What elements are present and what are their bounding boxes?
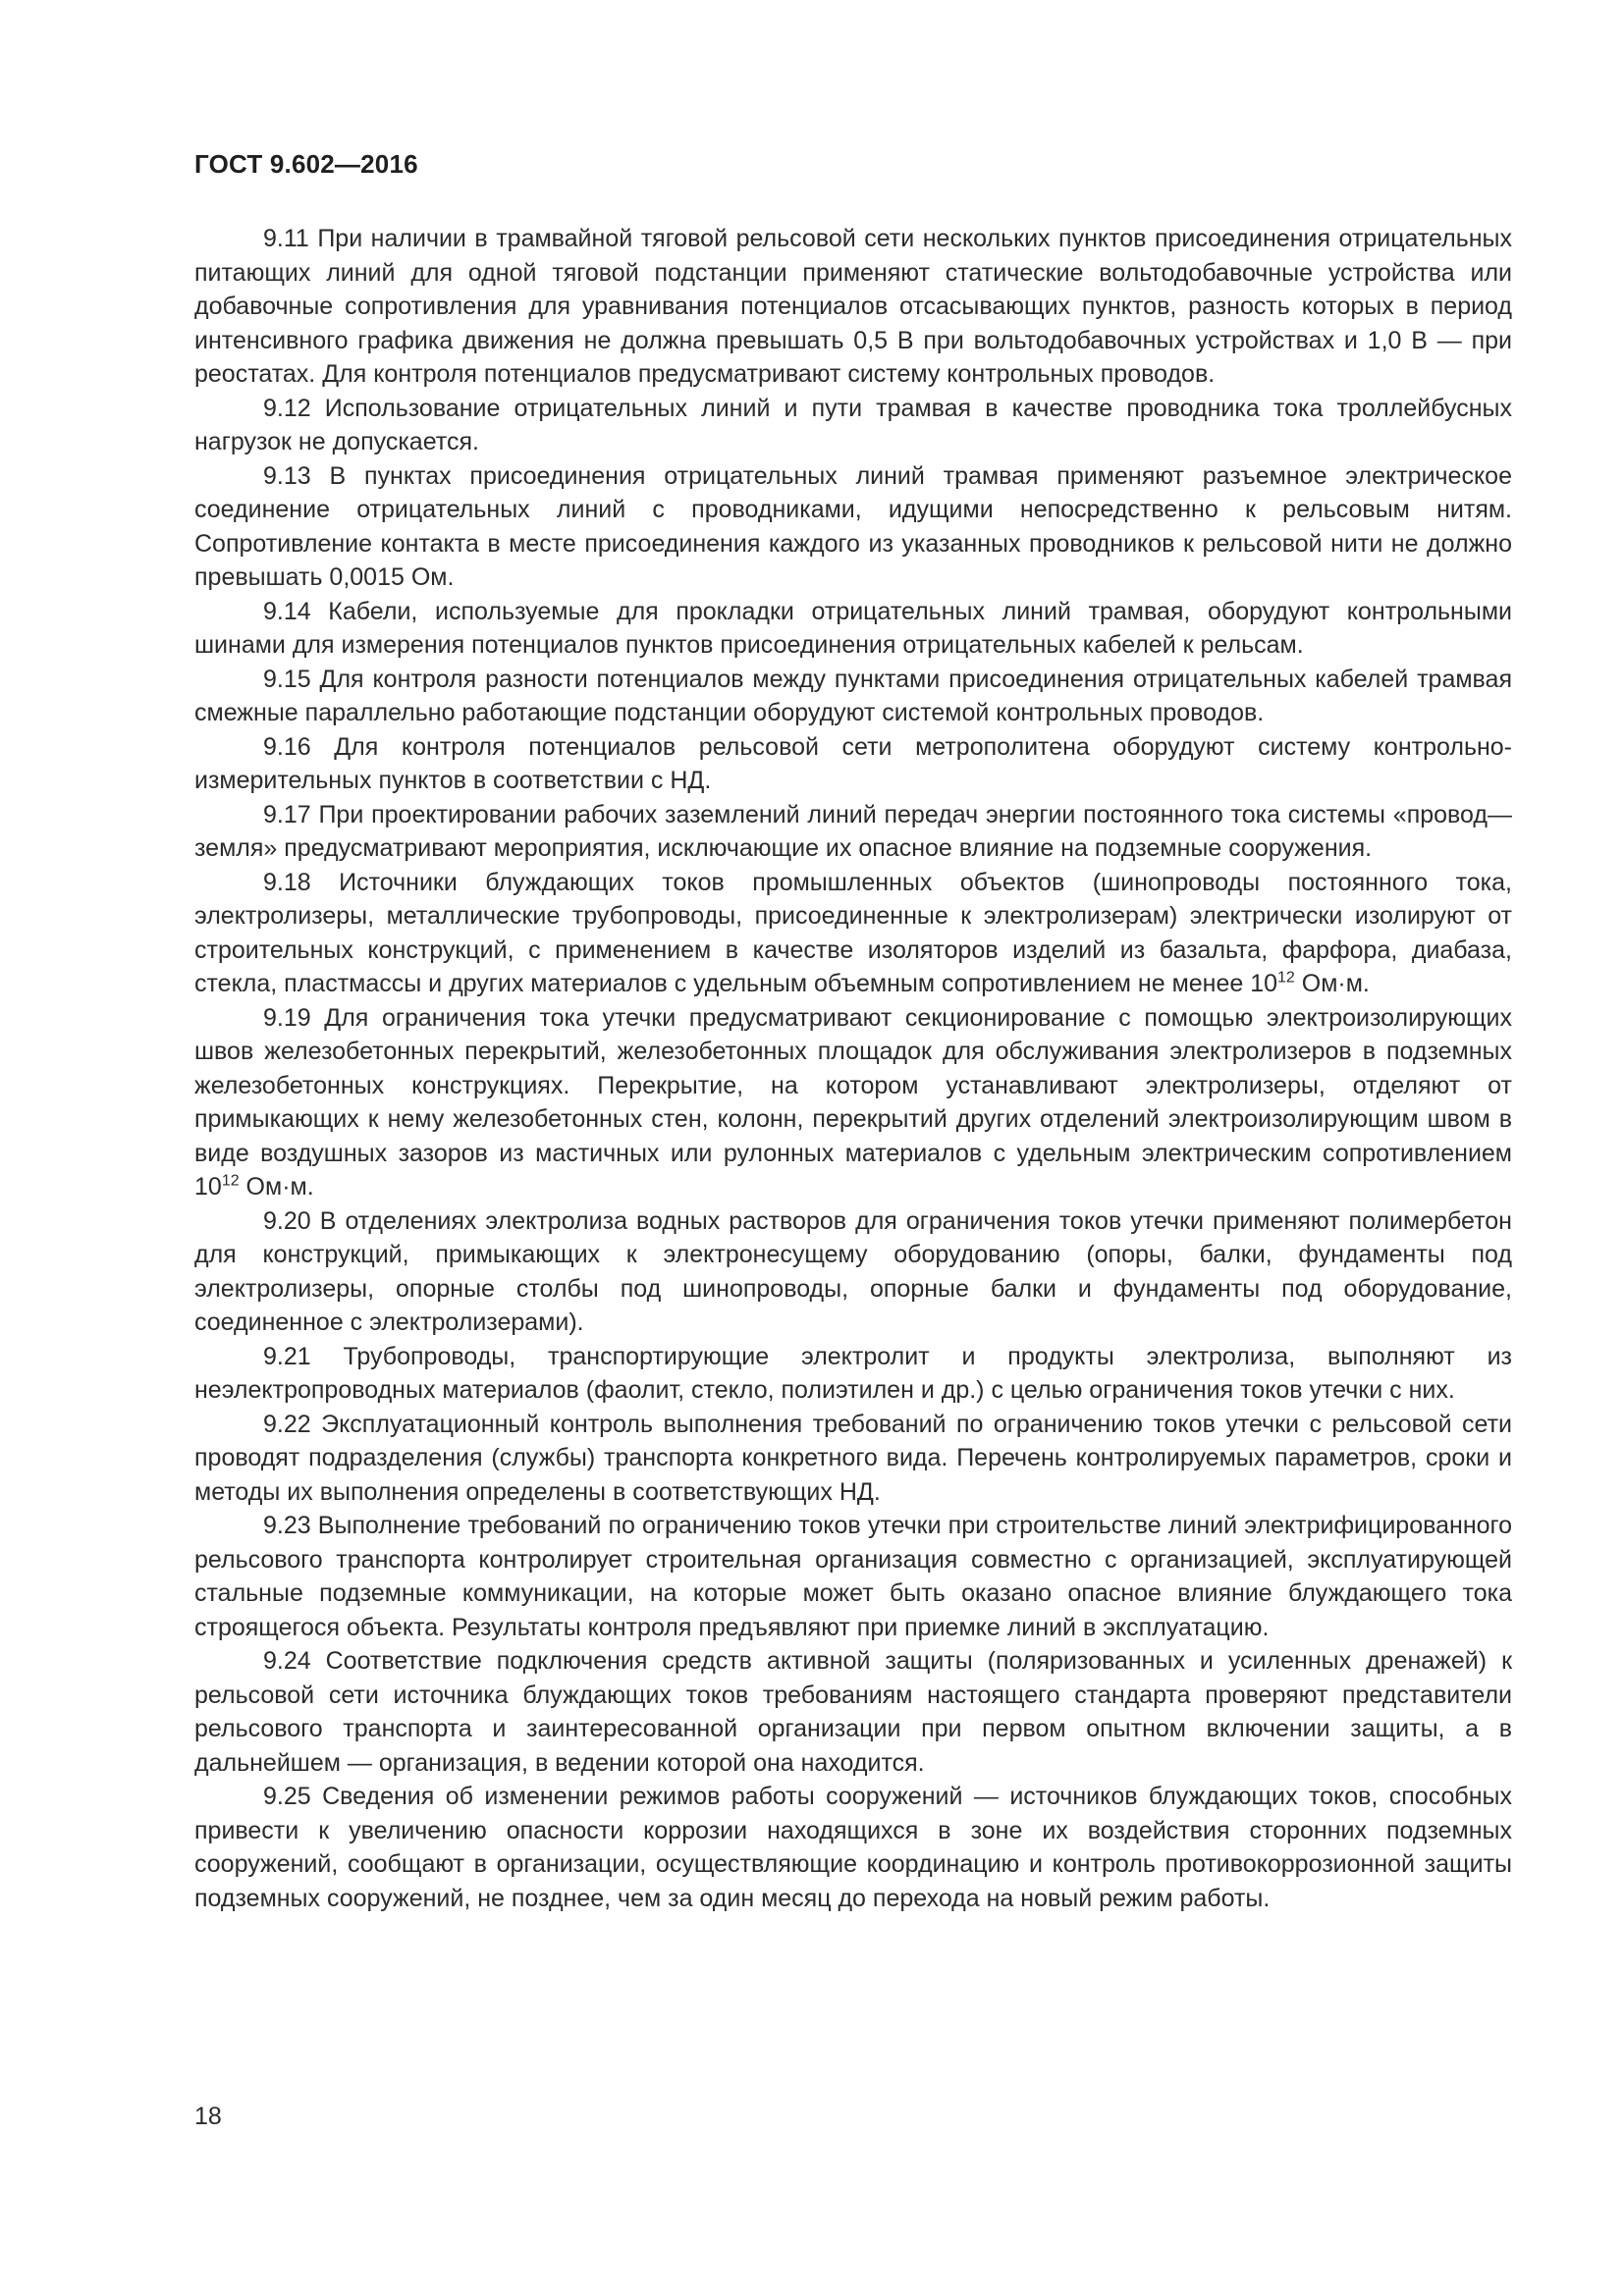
exponent-superscript: 12 [1277, 969, 1295, 987]
paragraph-9-18 [194, 866, 1512, 1001]
paragraph-9-12: 9.12 Использование отрицательных линий и пути трамвая в качестве проводника тока троллейбусных нагрузок не допускается. [194, 394, 1512, 455]
paragraph-9-15: 9.15 Для контроля разности потенциалов между пунктами присоединения отрицательных кабелей трамвая смежные параллельно работающие подстанции оборудуют системой контрольных проводов. [194, 665, 1512, 726]
document-header-title: ГОСТ 9.602—2016 [194, 149, 418, 179]
paragraph-9-18-unit: Ом·м. [1294, 970, 1370, 997]
paragraph-9-21: 9.21 Трубопроводы, транспортирующие электролит и продукты электролиза, выполняют из неэлектропроводных материалов (фаолит, стекло, полиэтилен и др.) с целью ограничения токов утечки с них. [194, 1342, 1512, 1404]
paragraph-9-19-unit: Ом·м. [239, 1173, 314, 1201]
paragraph-9-23: 9.23 Выполнение требований по ограничению токов утечки при строительстве линий электрифицированного рельсового транспорта контролирует строительная организация совместно с организацией, эксплуатирующей стальные подземные коммуникации, на которые может быть оказано опасное влияние блуждающего тока строящегося объекта. Результаты контроля предъявляют при приемке линий в эксплуатацию. [194, 1512, 1512, 1641]
paragraph-9-20: 9.20 В отделениях электролиза водных растворов для ограничения токов утечки применяют полимербетон для конструкций, примыкающих к электронесущему оборудованию (опоры, балки, фундаменты под электролизеры, опорные столбы под шинопроводы, опорные балки и фундаменты под оборудование, соединенное с электролизерами). [194, 1206, 1512, 1336]
paragraph-9-13: 9.13 В пунктах присоединения отрицательных линий трамвая применяют разъемное электрическое соединение отрицательных линий с проводниками, идущими непосредственно к рельсовым нитям. Сопротивление контакта в месте присоединения каждого из указанных проводников к рельсовой нити не должно превышать 0,0015 Ом. [194, 461, 1512, 591]
paragraph-9-25: 9.25 Сведения об изменении режимов работы сооружений — источников блуждающих токов, способных привести к увеличению опасности коррозии находящихся в зоне их воздействия сторонних подземных сооружений, сообщают в организации, осуществляющие координацию и контроль противокоррозионной защиты подземных сооружений, не позднее, чем за один месяц до перехода на новый режим работы. [194, 1783, 1512, 1912]
document-body [194, 222, 1512, 1915]
paragraph-9-24: 9.24 Соответствие подключения средств активной защиты (поляризованных и усиленных дренажей) к рельсовой сети источника блуждающих токов требованиям настоящего стандарта проверяют представители рельсового транспорта и заинтересованной организации при первом опытном включении защиты, а в дальнейшем — организация, в ведении которой она находится. [194, 1647, 1512, 1777]
page-number: 18 [194, 2103, 222, 2130]
paragraph-9-11: 9.11 При наличии в трамвайной тяговой рельсовой сети нескольких пунктов присоединения отрицательных питающих линий для одной тяговой подстанции применяют статические вольтодобавочные устройства или добавочные сопротивления для уравнивания потенциалов отсасывающих пунктов, разность которых в период интенсивного графика движения не должна превышать 0,5 В при вольтодобавочных устройствах и 1,0 В — при реостатах. Для контроля потенциалов предусматривают систему контрольных проводов. [194, 225, 1512, 388]
paragraph-9-19 [194, 1001, 1512, 1204]
paragraph-9-14: 9.14 Кабели, используемые для прокладки отрицательных линий трамвая, оборудуют контрольными шинами для измерения потенциалов пунктов присоединения отрицательных кабелей к рельсам. [194, 597, 1512, 659]
paragraph-9-18-text: 9.18 Источники блуждающих токов промышленных объектов (шинопроводы постоянного тока, электролизеры, металлические трубопроводы, присоединенные к электролизерам) электрически изолируют от строительных конструкций, с применением в качестве изоляторов изделий из базальта, фарфора, диабаза, стекла, пластмассы и других материалов с удельным объемным сопротивлением не менее 10 [194, 868, 1512, 997]
paragraph-9-16: 9.16 Для контроля потенциалов рельсовой сети метрополитена оборудуют систему контрольно-измерительных пунктов в соответствии с НД. [194, 732, 1512, 794]
exponent-superscript: 12 [221, 1172, 240, 1190]
paragraph-9-22: 9.22 Эксплуатационный контроль выполнения требований по ограничению токов утечки с рельсовой сети проводят подразделения (службы) транспорта конкретного вида. Перечень контролируемых параметров, сроки и методы их выполнения определены в соответствующих НД. [194, 1410, 1512, 1506]
paragraph-9-17: 9.17 При проектировании рабочих заземлений линий передач энергии постоянного тока системы «провод—земля» предусматривают мероприятия, исключающие их опасное влияние на подземные сооружения. [194, 800, 1512, 862]
paragraph-9-19-text: 9.19 Для ограничения тока утечки предусматривают секционирование с помощью электроизолирующих швов железобетонных перекрытий, железобетонных площадок для обслуживания электролизеров в подземных железобетонных конструкциях. Перекрытие, на котором устанавливают электролизеры, отделяют от примыкающих к нему железобетонных стен, колонн, перекрытий других отделений электроизолирующим швом в виде воздушных зазоров из мастичных или рулонных материалов с удельным электрическим сопротивлением 10 [194, 1003, 1512, 1201]
